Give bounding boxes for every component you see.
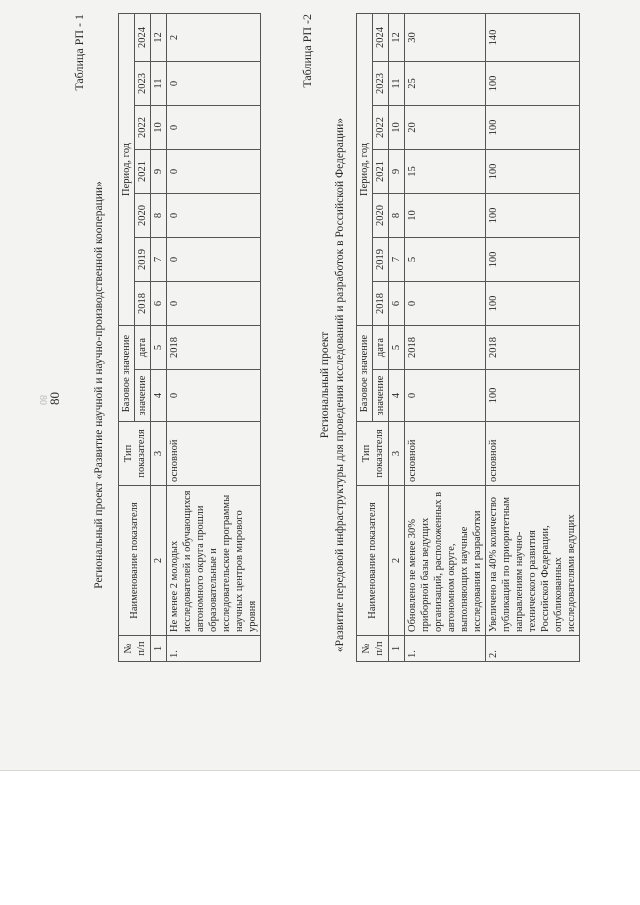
row-year-value: 0: [167, 150, 261, 194]
header-year: 2022: [135, 106, 151, 150]
table2-caption-line2: «Развитие передовой инфраструктуры для проведения исследований и разработок в Российской Федерации»: [334, 117, 346, 653]
row-year-value: 100: [486, 282, 580, 326]
row-type: основной: [486, 422, 580, 486]
column-number: 3: [151, 422, 167, 486]
row-base-date: 2018: [486, 326, 580, 370]
header-name: Наименование показателя: [357, 486, 389, 636]
header-num: № п/п: [119, 636, 151, 662]
column-number: 2: [151, 486, 167, 636]
row-year-value: 2: [167, 13, 261, 61]
row-year-value: 0: [167, 62, 261, 106]
row-num: 2.: [486, 636, 580, 662]
table1: [118, 13, 261, 662]
row-year-value: 140: [486, 13, 580, 61]
header-type: Тип показателя: [119, 422, 151, 486]
header-year: 2022: [373, 106, 389, 150]
column-number: 7: [389, 238, 405, 282]
header-year: 2019: [135, 238, 151, 282]
column-number: 6: [389, 282, 405, 326]
table2: [356, 13, 580, 662]
row-year-value: 30: [405, 13, 486, 61]
table-row: [167, 13, 261, 661]
row-base-value: 100: [486, 370, 580, 422]
column-number: 8: [389, 194, 405, 238]
ghost-page-number: 80: [37, 395, 48, 405]
column-number: 10: [151, 106, 167, 150]
column-number: 3: [389, 422, 405, 486]
header-date: дата: [373, 326, 389, 370]
table2-label: Таблица РП -2: [300, 14, 314, 88]
column-number: 10: [389, 106, 405, 150]
header-year: 2021: [135, 150, 151, 194]
header-period: Период, год: [119, 13, 135, 325]
row-name: Обновлено не менее 30% приборной базы ведущих организаций, расположенных в автономном округе, выполняющих научные исследования и разработки: [405, 486, 486, 636]
row-num: 1.: [167, 636, 261, 662]
header-num: № п/п: [357, 636, 389, 662]
row-type: основной: [405, 422, 486, 486]
header-value: значение: [373, 370, 389, 422]
column-number: 1: [151, 636, 167, 662]
header-base: Базовое значение: [119, 326, 135, 422]
row-year-value: 100: [486, 62, 580, 106]
column-number: 9: [389, 150, 405, 194]
table2-caption-line1: Региональный проект: [319, 331, 331, 439]
row-year-value: 100: [486, 106, 580, 150]
row-type: основной: [167, 422, 261, 486]
row-year-value: 100: [486, 238, 580, 282]
header-base: Базовое значение: [357, 326, 373, 422]
column-number: 12: [389, 13, 405, 61]
row-base-value: 0: [167, 370, 261, 422]
row-year-value: 0: [405, 282, 486, 326]
row-year-value: 100: [486, 194, 580, 238]
header-year: 2021: [373, 150, 389, 194]
column-number: 5: [389, 326, 405, 370]
column-number: 7: [151, 238, 167, 282]
row-num: 1.: [405, 636, 486, 662]
row-name: Увеличено на 40% количество публикаций по приоритетным направлениям научно-технического развития Российской Федерации, опубликованных исследователями ведущих: [486, 486, 580, 636]
table-row: [486, 13, 580, 661]
column-number: 9: [151, 150, 167, 194]
row-year-value: 5: [405, 238, 486, 282]
row-year-value: 10: [405, 194, 486, 238]
header-date: дата: [135, 326, 151, 370]
column-number: 6: [151, 282, 167, 326]
header-year: 2018: [135, 282, 151, 326]
column-number: 1: [389, 636, 405, 662]
header-period: Период, год: [357, 13, 373, 325]
page-number: 80: [47, 392, 62, 405]
header-year: 2023: [373, 62, 389, 106]
header-value: значение: [135, 370, 151, 422]
header-year: 2020: [373, 194, 389, 238]
row-year-value: 15: [405, 150, 486, 194]
column-number: 12: [151, 13, 167, 61]
row-year-value: 0: [167, 282, 261, 326]
header-year: 2019: [373, 238, 389, 282]
column-number: 2: [389, 486, 405, 636]
header-year: 2024: [135, 13, 151, 61]
row-year-value: 0: [167, 194, 261, 238]
row-year-value: 0: [167, 106, 261, 150]
column-number: 4: [389, 370, 405, 422]
column-number: 8: [151, 194, 167, 238]
header-name: Наименование показателя: [119, 486, 151, 636]
row-name: Не менее 2 молодых исследователей и обучающихся автономного округа прошли образовательные и исследовательские программы научных центров мирового уровня: [167, 486, 261, 636]
row-base-date: 2018: [167, 326, 261, 370]
column-number: 4: [151, 370, 167, 422]
header-type: Тип показателя: [357, 422, 389, 486]
header-year: 2024: [373, 13, 389, 61]
column-number: 11: [389, 62, 405, 106]
header-year: 2020: [135, 194, 151, 238]
row-year-value: 25: [405, 62, 486, 106]
table1-label: Таблица РП - 1: [72, 14, 86, 91]
row-year-value: 0: [167, 238, 261, 282]
header-year: 2018: [373, 282, 389, 326]
row-base-date: 2018: [405, 326, 486, 370]
header-year: 2023: [135, 62, 151, 106]
row-year-value: 100: [486, 150, 580, 194]
column-number: 11: [151, 62, 167, 106]
row-year-value: 20: [405, 106, 486, 150]
row-base-value: 0: [405, 370, 486, 422]
column-number: 5: [151, 326, 167, 370]
table1-caption: Региональный проект «Развитие научной и научно-производственной кооперации»: [93, 181, 105, 589]
table-row: [405, 13, 486, 661]
